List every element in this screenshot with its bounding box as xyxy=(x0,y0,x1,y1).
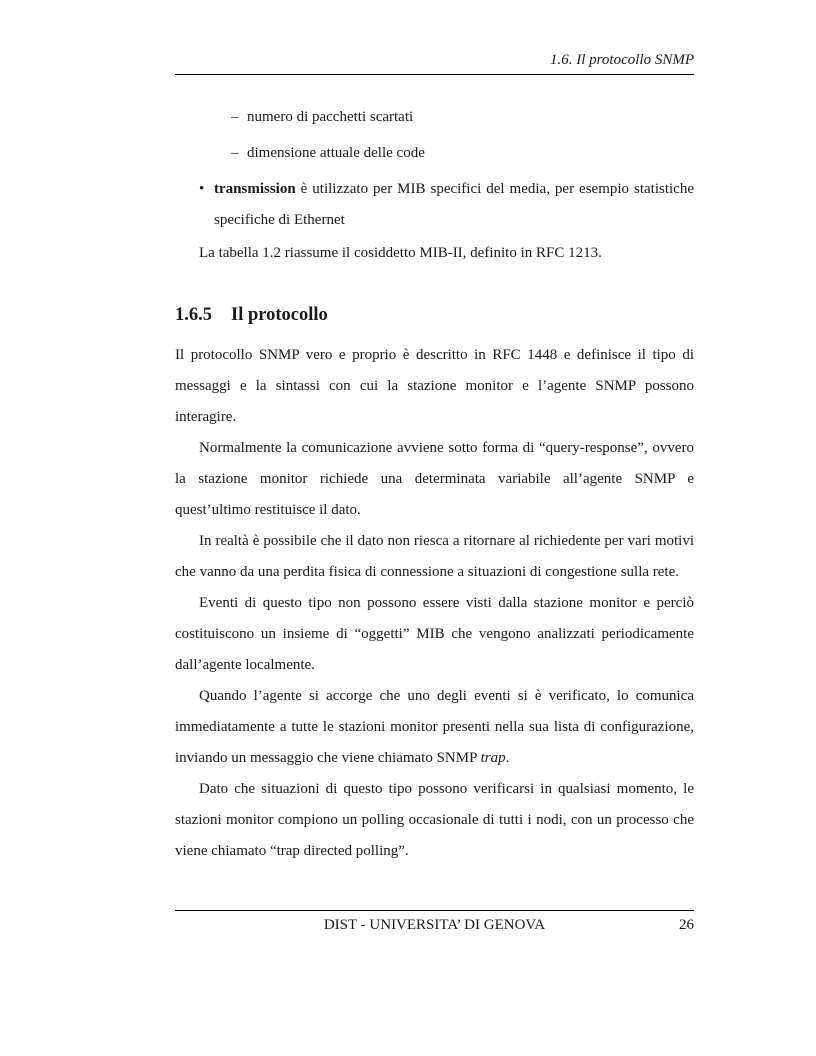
paragraph-text: . xyxy=(505,750,510,766)
paragraph: Eventi di questo tipo non possono essere visti dalla stazione monitor e perciò costituiscono un insieme di “oggetti” MIB che vengono analizzati periodicamente dall’agente localmente. xyxy=(175,595,694,673)
list-item-text: numero di pacchetti scartati xyxy=(247,109,414,125)
list-item xyxy=(175,138,694,169)
page-number: 26 xyxy=(679,917,694,933)
intro-paragraph: La tabella 1.2 riassume il cosiddetto MIB-II, definito in RFC 1213. xyxy=(199,245,602,261)
running-header: 1.6. Il protocollo SNMP xyxy=(549,52,694,68)
dash-marker: – xyxy=(231,145,239,161)
list-item-text: dimensione attuale delle code xyxy=(247,145,425,161)
body-text xyxy=(175,102,694,867)
footer-rule xyxy=(175,910,694,911)
bullet-icon: • xyxy=(199,181,205,197)
footer-institution: DIST - UNIVERSITA’ DI GENOVA xyxy=(323,917,546,933)
bullet-item xyxy=(175,174,694,236)
emphasis-trap: trap xyxy=(480,750,506,766)
bullet-text: è utilizzato per MIB specifici del media, per esempio statistiche specifiche di Ethernet xyxy=(214,181,694,228)
section-heading xyxy=(175,303,694,327)
paragraph-text: Quando l’agente si accorge che uno degli eventi si è verificato, lo comunica immediatamente a tutte le stazioni monitor presenti nella sua lista di configurazione, inviando un messaggio che viene chiamato SNMP xyxy=(175,688,694,766)
section-title: Il protocollo xyxy=(231,305,328,325)
dash-marker: – xyxy=(231,109,239,125)
list-item xyxy=(175,102,694,133)
paragraph xyxy=(175,681,694,774)
paragraph: Dato che situazioni di questo tipo possono verificarsi in qualsiasi momento, le stazioni monitor compiono un polling occasionale di tutti i nodi, con un processo che viene chiamato “trap directed polling”. xyxy=(175,781,694,859)
paragraph: Il protocollo SNMP vero e proprio è descritto in RFC 1448 e definisce il tipo di messaggi e la sintassi con cui la stazione monitor e l’agente SNMP possono interagire. xyxy=(175,347,694,425)
paragraph: In realtà è possibile che il dato non riesca a ritornare al richiedente per vari motivi che vanno da una perdita fisica di connessione a situazioni di congestione sulla rete. xyxy=(175,533,694,580)
header-rule xyxy=(175,74,694,75)
section-number: 1.6.5 xyxy=(175,305,212,325)
bullet-term: transmission xyxy=(214,181,296,197)
paragraph: Normalmente la comunicazione avviene sotto forma di “query-response”, ovvero la stazione monitor richiede una determinata variabile all’agente SNMP e quest’ultimo restituisce il dato. xyxy=(175,440,694,518)
